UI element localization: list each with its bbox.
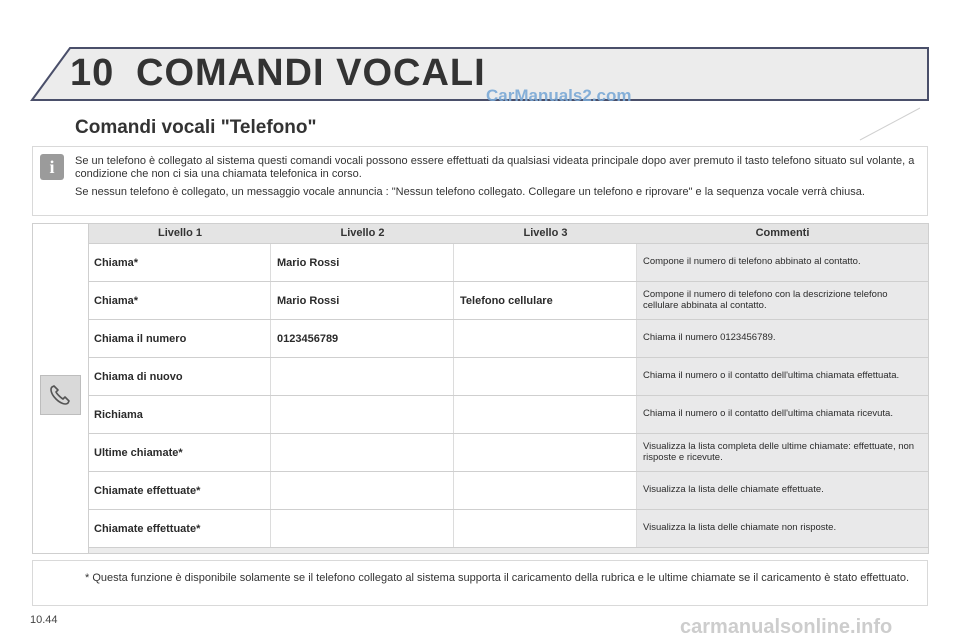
cell-level-3 <box>454 434 637 471</box>
cell-level-3 <box>454 358 637 395</box>
info-icon: i <box>40 154 64 180</box>
info-paragraph: Se un telefono è collegato al sistema questi comandi vocali possono essere effettuati da qualsiasi videata principale dopo aver premuto il tasto telefono situato sul volante, a condizione che non ci sia una chiamata telefonica in corso. <box>75 155 915 180</box>
info-text <box>75 155 915 205</box>
cell-level-2 <box>271 396 454 433</box>
table-row <box>89 320 928 358</box>
info-box <box>32 146 928 216</box>
cell-level-3 <box>454 472 637 509</box>
cell-comment: Visualizza la lista delle chiamate non risposte. <box>637 510 928 547</box>
cell-comment: Chiama il numero o il contatto dell'ultima chiamata ricevuta. <box>637 396 928 433</box>
cell-comment: Chiama il numero o il contatto dell'ultima chiamata effettuata. <box>637 358 928 395</box>
cell-level-2 <box>271 358 454 395</box>
cell-level-2 <box>271 434 454 471</box>
cell-level-1: Ultime chiamate* <box>89 434 271 471</box>
page-number: 10.44 <box>30 614 58 626</box>
cell-comment: Compone il numero di telefono abbinato al contatto. <box>637 244 928 281</box>
cell-level-3: Telefono cellulare <box>454 282 637 319</box>
cell-comment: Chiama il numero 0123456789. <box>637 320 928 357</box>
table-row <box>89 244 928 282</box>
cell-level-1: Chiama* <box>89 244 271 281</box>
cell-level-3 <box>454 510 637 547</box>
cell-level-3 <box>454 244 637 281</box>
cell-level-1: Chiama di nuovo <box>89 358 271 395</box>
cell-level-1: Chiamate effettuate* <box>89 472 271 509</box>
cell-level-2: Mario Rossi <box>271 282 454 319</box>
cell-comment: Visualizza la lista delle chiamate effettuate. <box>637 472 928 509</box>
cell-level-1: Richiama <box>89 396 271 433</box>
table-row <box>89 282 928 320</box>
cell-level-1: Chiama* <box>89 282 271 319</box>
table-row <box>89 396 928 434</box>
cell-level-3 <box>454 396 637 433</box>
icon-column <box>33 224 89 553</box>
header-commenti: Commenti <box>755 227 810 239</box>
cell-level-2 <box>271 510 454 547</box>
table-row <box>89 434 928 472</box>
cell-level-1: Chiama il numero <box>89 320 271 357</box>
header-livello-1: Livello 1 <box>157 227 203 239</box>
cell-level-2 <box>271 472 454 509</box>
cell-level-2: Mario Rossi <box>271 244 454 281</box>
watermark: CarManuals2.com <box>486 86 632 105</box>
phone-icon <box>40 375 81 415</box>
table-row <box>89 358 928 396</box>
cell-level-3 <box>454 320 637 357</box>
footnote-box <box>32 560 928 606</box>
info-paragraph: Se nessun telefono è collegato, un messaggio vocale annuncia : "Nessun telefono collegato. Collegare un telefono e riprovare" e la sequenza vocale verrà chiusa. <box>75 186 865 198</box>
chapter-title: COMANDI VOCALI <box>136 52 486 94</box>
footer-watermark: carmanualsonline.info <box>680 616 893 638</box>
cell-comment: Visualizza la lista completa delle ultime chiamate: effettuate, non risposte e ricevute. <box>637 434 928 471</box>
section-title: Comandi vocali "Telefono" <box>75 117 317 138</box>
table-row <box>89 510 928 548</box>
table-header <box>89 224 928 244</box>
footnote-text: * Questa funzione è disponibile solamente se il telefono collegato al sistema supporta il caricamento della rubrica e le ultime chiamate se il caricamento è stato effettuato. <box>85 572 910 584</box>
cell-level-2: 0123456789 <box>271 320 454 357</box>
voice-commands-table <box>32 223 929 554</box>
header-livello-2: Livello 2 <box>340 227 385 239</box>
cell-level-1: Chiamate effettuate* <box>89 510 271 547</box>
header-livello-3: Livello 3 <box>523 227 568 239</box>
chapter-number: 10 <box>70 52 115 94</box>
cell-comment: Compone il numero di telefono con la descrizione telefono cellulare abbinata al contatto. <box>637 282 928 319</box>
table-row <box>89 472 928 510</box>
